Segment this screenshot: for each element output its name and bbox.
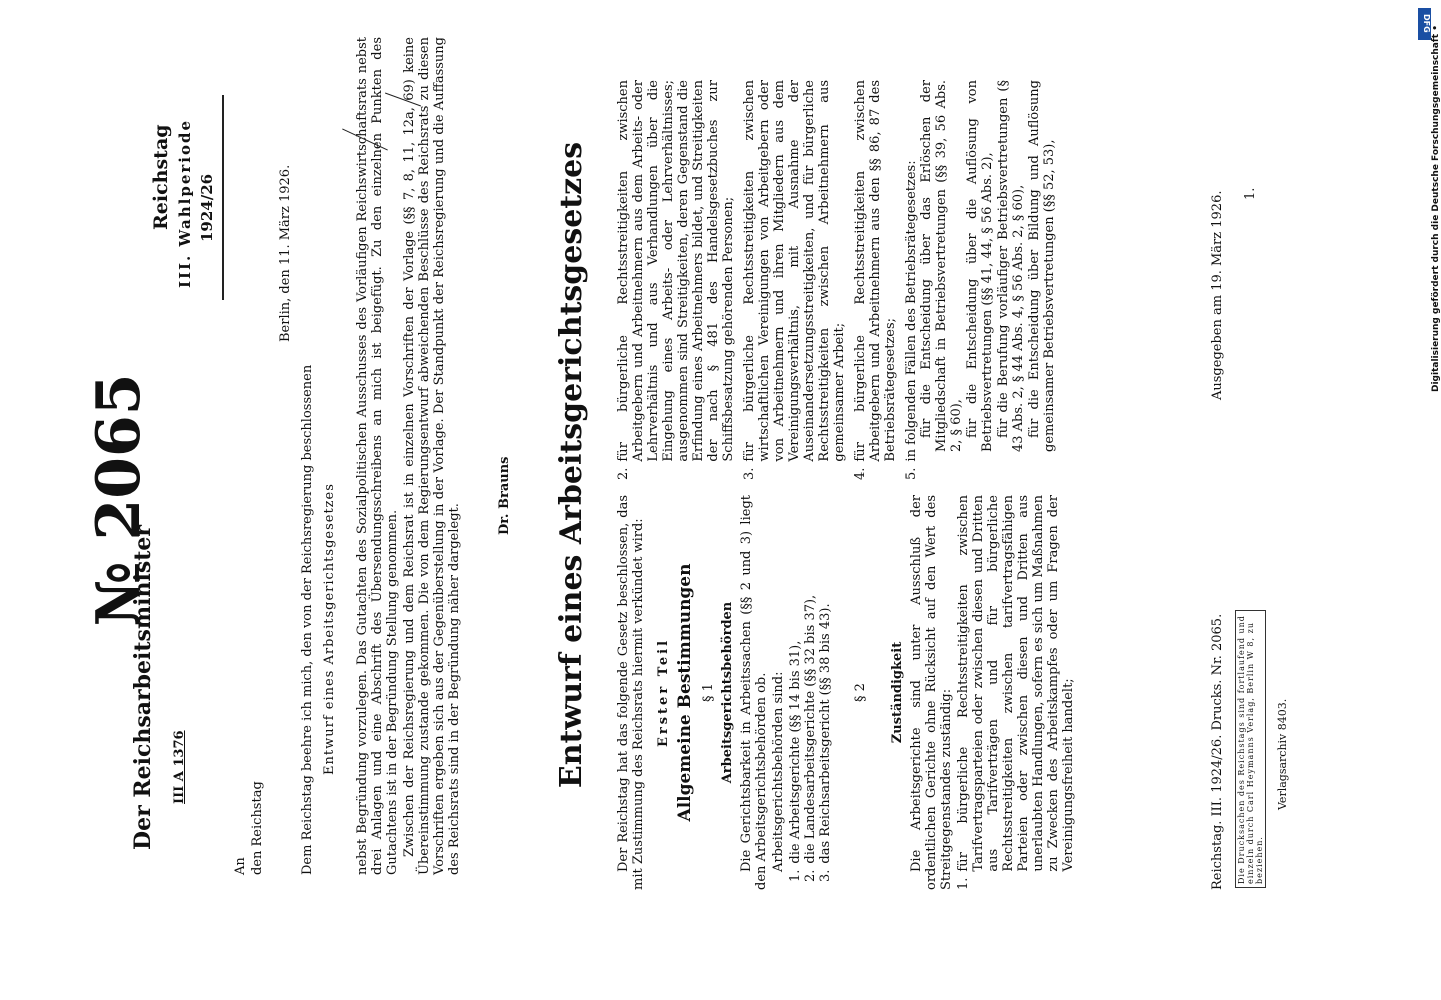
letter-body-paragraph-1: nebst Begründung vorzulegen. Das Gutachten des Sozialpolitischen Ausschusses des Vorläufigen Reichswirtschaftsrats nebst drei Anlagen und eine Abschrift des Übersendungsschreibens an mich ist beigefügt. Zu den einzelnen Punkten des Gutachtens ist in der Begründung Stellung genommen. <box>355 37 400 875</box>
list-item: 1. die Arbeitsgerichte (§§ 14 bis 31), <box>788 640 803 882</box>
list-item: 4. für bürgerliche Rechtsstreitigkeiten zwischen Arbeitgebern und Arbeitnehmern aus den §§ 86, 87 des Betriebsrätegesetzes; <box>853 80 898 480</box>
part-heading: Erster Teil <box>656 637 671 748</box>
dfg-logo: DFG <box>1418 8 1431 40</box>
sub-item: für die Entscheidung über das Erlöschen der Mitgliedschaft in Betriebsvertretungen (§§ 39, 56 Abs. 2, § 60), <box>919 80 964 452</box>
place-date: Berlin, den 11. März 1926. <box>278 164 293 342</box>
list-item: 5. in folgenden Fällen des Betriebsrätegesetzes: <box>904 160 919 480</box>
addressee-line2: den Reichstag <box>250 781 265 875</box>
printer-note: Die Drucksachen des Reichstags sind fortlaufend und einzeln durch Carl Heymanns Verlag, Berlin W 8, zu beziehen. <box>1235 610 1266 888</box>
section-2-heading: § 2 <box>853 683 868 702</box>
document-number: № 2065 <box>84 373 154 627</box>
sub-item: für die Entscheidung über Bildung und Auflösung gemeinsamer Betriebsvertretungen (§§ 52, 53), <box>1027 80 1057 452</box>
column-left <box>616 495 1076 890</box>
wahlperiode-label: III. Wahlperiode <box>176 118 194 288</box>
part-title: Allgemeine Bestimmungen <box>675 563 695 822</box>
header-rule <box>222 95 224 300</box>
letter-body <box>355 37 464 875</box>
letter-subject: Entwurf eines Arbeitsgerichtsgesetzes <box>322 483 337 775</box>
sender-title: Der Reichsarbeitsminister <box>130 525 156 850</box>
draft-title: Entwurf eines Arbeitsgerichtsgesetzes <box>554 141 589 789</box>
sub-item: für die Berufung vorläufiger Betriebsvertretungen (§ 43 Abs. 2, § 44 Abs. 4, § 56 Abs. 2, § 60), <box>996 80 1026 452</box>
reference-number: III A 1376 <box>172 730 187 804</box>
letter-intro: Dem Reichstag beehre ich mich, den von der Reichsregierung beschlossenen <box>300 364 315 875</box>
list-item: 1. für bürgerliche Rechtsstreitigkeiten zwischen Tarifvertragsparteien oder zwischen diesen und Dritten aus Tarifverträgen und für bürgerliche Rechtsstreitigkeiten zwischen tarifvertragsfähigen Parteien oder zwischen diesen und Dritten aus unerlaubten Handlungen, sofern es sich um Maßnahmen zu Zwecken des Arbeitskampfes oder um Fragen der Vereinigungsfreiheit handelt; <box>956 495 1076 890</box>
archive-note: Verlagsarchiv 8403. <box>1276 698 1289 810</box>
list-item: 3. das Reichsarbeitsgericht (§§ 38 bis 43). <box>818 603 833 882</box>
section-1-text: Die Gerichtsbarkeit in Arbeitssachen (§§ 2 und 3) liegt den Arbeitsgerichtsbehörden ob. <box>739 495 769 890</box>
page-marker: 1. <box>1243 187 1258 200</box>
footer-line: Reichstag. III. 1924/26. Drucks. Nr. 2065. <box>1210 613 1225 890</box>
digitization-note: Digitalisierung gefördert durch die Deutsche Forschungsgemeinschaft • <box>1431 25 1441 392</box>
footer-issued: Ausgegeben am 19. März 1926. <box>1210 190 1225 400</box>
section-1-title: Arbeitsgerichtsbehörden <box>720 601 735 784</box>
addressee-line1: An <box>233 857 248 875</box>
section-1-intro: Arbeitsgerichtsbehörden sind: <box>771 671 786 872</box>
reichstag-label: Reichstag <box>150 124 172 230</box>
letter-body-paragraph-2: Zwischen der Reichsregierung und dem Reichsrat ist in einzelnen Vorschriften der Vorlage (§§ 7, 8, 11, 12a, 69) keine Übereinstimmung zustande gekommen. Die von dem Regierungsentwurf abweichenden Beschlüsse des Reichsrats zu diesen Vorschriften ergeben sich aus der Gegenüberstellung in der Vorlage. Der Standpunkt der Reichsregierung und die Auffassung des Reichsrats sind in der Begründung näher dargelegt. <box>402 37 462 875</box>
section-2-title: Zuständigkeit <box>890 641 905 744</box>
period-years: 1924/26 <box>198 173 216 242</box>
section-1-heading: § 1 <box>701 683 716 702</box>
section-2-text: Die Arbeitsgerichte sind unter Ausschluß der ordentlichen Gerichte ohne Rücksicht auf den Wert des Streitgegenstandes zuständig: <box>909 495 954 890</box>
list-item: 2. für bürgerliche Rechtsstreitigkeiten zwischen Arbeitgebern und Arbeitnehmern aus dem Arbeits- oder Lehrverhältnis und aus Verhandlungen über die Eingehung eines Arbeits- oder Lehrverhältnisses; ausgenommen sind Streitigkeiten, deren Gegenstand die Erfindung eines Arbeitnehmers bildet, und Streitigkeiten der nach § 481 des Handelsgesetzbuches zur Schiffsbesatzung gehörenden Personen; <box>616 80 736 480</box>
list-item: 3. für bürgerliche Rechtsstreitigkeiten zwischen wirtschaftlichen Vereinigungen von Arbeitgebern oder von Arbeitnehmern und ihren Mitgliedern aus dem Vereinigungsverhältnis, mit Ausnahme der Auseinandersetzungsstreitigkeiten, und für bürgerliche Rechtsstreitigkeiten zwischen Arbeitnehmern aus gemeinsamer Arbeit; <box>742 80 847 480</box>
preamble: Der Reichstag hat das folgende Gesetz beschlossen, das mit Zustimmung des Reichsrats hiermit verkündet wird: <box>616 495 646 890</box>
list-item: 2. die Landesarbeitsgerichte (§§ 32 bis 37), <box>803 594 818 882</box>
column-right <box>616 80 1058 480</box>
sub-item: für die Entscheidung über die Auflösung von Betriebsvertretungen (§§ 41, 44, § 56 Abs. 2), <box>965 80 995 452</box>
signature: Dr. Brauns <box>497 456 512 535</box>
